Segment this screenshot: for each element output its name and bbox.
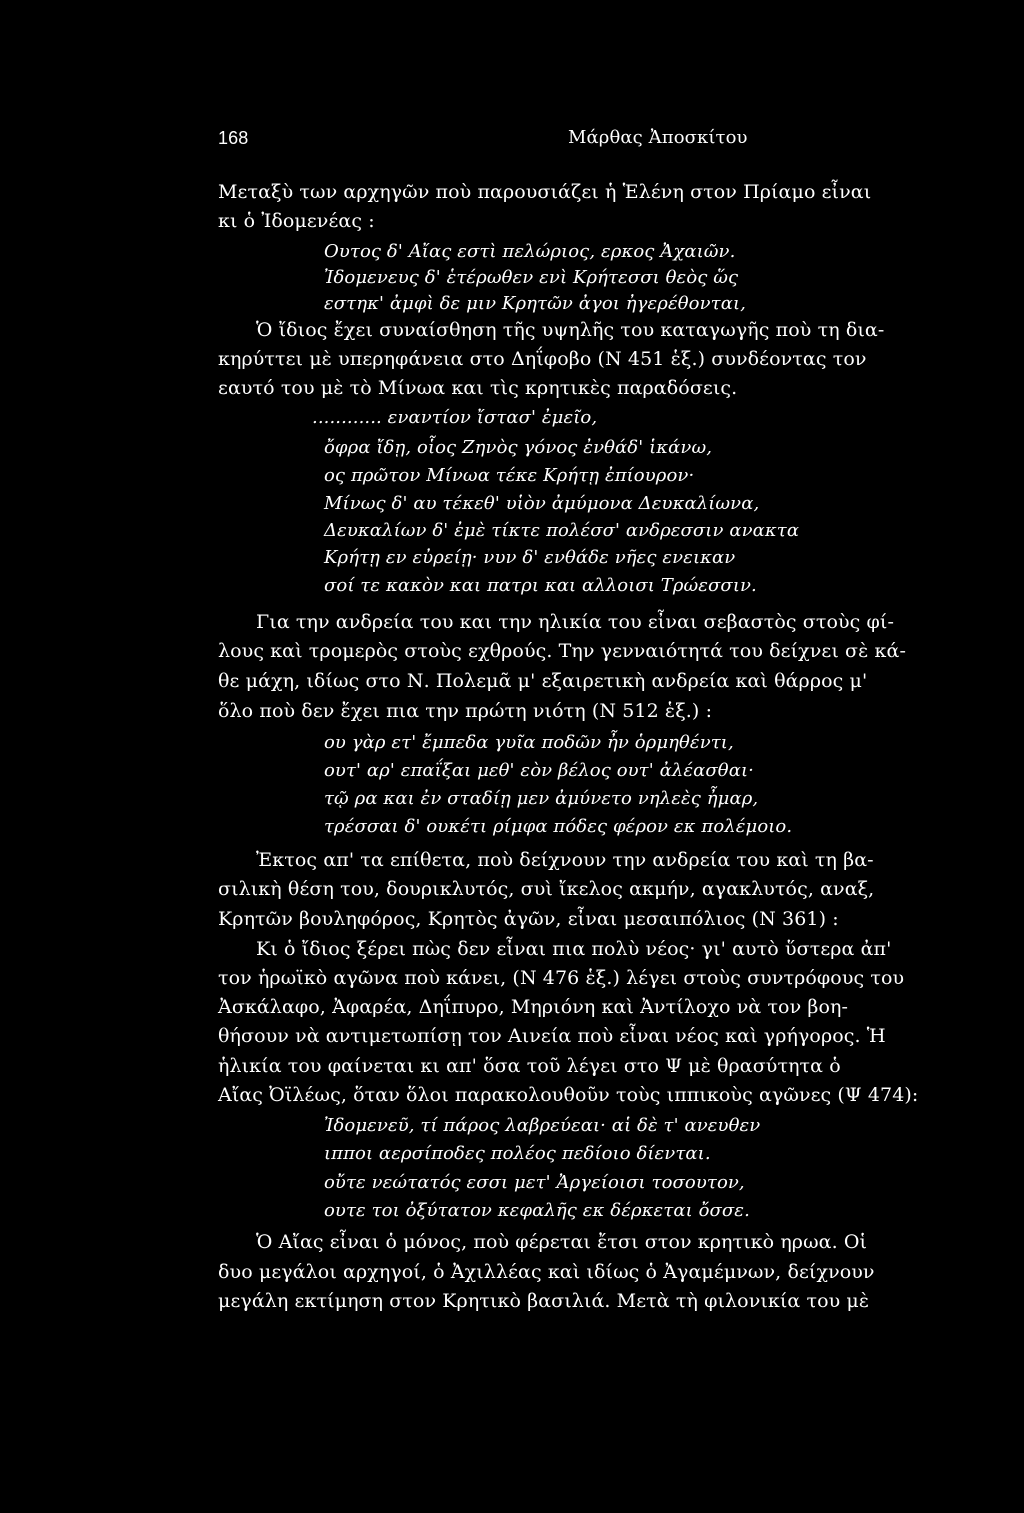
paragraph-line: Ἐκτος απ' τα επίθετα, ποὺ δείχνουν την ανδρεία του καὶ τη βα-	[256, 849, 874, 871]
paragraph-line: θε μάχη, ιδίως στο Ν. Πολεμᾶ μ' εξαιρετικὴ ανδρεία καὶ θάρρος μ'	[218, 670, 868, 692]
paragraph-line: εαυτό του μὲ τὸ Μίνωα και τὶς κρητικὲς παραδόσεις.	[218, 377, 738, 399]
verse-line: εστηκ' ἀμφὶ δε μιν Κρητῶν ἀγοι ἠγερέθονται,	[324, 293, 746, 314]
paragraph-line: κι ὁ Ἰδομενέας :	[218, 210, 375, 232]
paragraph-line: ἡλικία του φαίνεται κι απ' ὅσα τοῦ λέγει στο Ψ μὲ θρασύτητα ὁ	[218, 1055, 841, 1077]
verse-line: τρέσσαι δ' ουκέτι ρίμφα πόδες φέρον εκ πολέμοιο.	[324, 816, 793, 837]
paragraph-line: ὅλο ποὺ δεν ἔχει πια την πρώτη νιότη (Ν 512 ἑξ.) :	[218, 700, 713, 722]
verse-line: τῷ ρα και ἐν σταδίῃ μεν ἀμύνετο νηλεὲς ἦμαρ,	[324, 788, 759, 809]
page-number: 168	[218, 128, 249, 148]
verse-line: ου γὰρ ετ' ἔμπεδα γυῖα ποδῶν ἦν ὁρμηθέντι,	[324, 732, 734, 753]
verse-line: Μίνως δ' αυ τέκεθ' υἱὸν ἀμύμονα Δευκαλίωνα,	[324, 493, 760, 514]
paragraph-line: σιλικὴ θέση του, δουρικλυτός, συὶ ἴκελος ακμήν, αγακλυτός, αναξ,	[218, 878, 875, 900]
paragraph-line: Ἀσκάλαφο, Ἀφαρέα, Δηΐπυρο, Μηριόνη καὶ Ἀντίλοχο νὰ τον βοη-	[218, 996, 849, 1018]
paragraph-line: Μεταξὺ των αρχηγῶν ποὺ παρουσιάζει ἡ Ἑλένη στον Πρίαμο εἶναι	[218, 181, 872, 203]
paragraph-line: Κι ὁ ἴδιος ξέρει πὼς δεν εἶναι πια πολὺ νέος· γι' αυτὸ ὕστερα ἀπ'	[256, 938, 892, 960]
verse-line: Δευκαλίων δ' ἐμὲ τίκτε πολέσσ' ανδρεσσιν ανακτα	[324, 520, 800, 541]
verse-line: σοί τε κακὸν και πατρι και αλλοισι Τρώεσσιν.	[324, 575, 757, 596]
paragraph-line: Ὁ ἴδιος ἔχει συναίσθηση τῆς υψηλῆς του καταγωγῆς ποὺ τη δια-	[256, 319, 885, 341]
paragraph-line: Ὁ Αἴας εἶναι ὁ μόνος, ποὺ φέρεται ἔτσι στον κρητικὸ ηρωα. Οἱ	[256, 1231, 868, 1253]
paragraph-line: τον ἡρωϊκὸ αγῶνα ποὺ κάνει, (Ν 476 ἑξ.) λέγει στοὺς συντρόφους του	[218, 967, 905, 989]
verse-line: ος πρῶτον Μίνωα τέκε Κρήτῃ ἐπίουρον·	[324, 465, 695, 486]
verse-line: ουτ' αρ' επαΐξαι μεθ' εὸν βέλος ουτ' ἀλέασθαι·	[324, 760, 754, 781]
paragraph-line: δυο μεγάλοι αρχηγοί, ὁ Ἀχιλλέας καὶ ιδίως ὁ Ἀγαμέμνων, δείχνουν	[218, 1261, 875, 1283]
verse-line: Κρήτῃ εν εὐρείῃ· νυν δ' ενθάδε νῆες ενεικαν	[324, 547, 736, 568]
paragraph-line: λους καὶ τρομερὸς στοὺς εχθρούς. Την γενναιότητά του δείχνει σὲ κά-	[218, 640, 906, 662]
verse-line: Ουτος δ' Αἴας εστὶ πελώριος, ερκος Ἀχαιῶν.	[324, 241, 736, 262]
verse-line: ιπποι αερσίποδες πολέος πεδίοιο δίενται.	[324, 1143, 711, 1164]
verse-line: ............ εναντίον ἴστασ' ἐμεῖο,	[312, 407, 598, 428]
verse-line: οὔτε νεώτατός εσσι μετ' Ἀργείοισι τοσουτον,	[324, 1172, 745, 1193]
paragraph-line: Κρητῶν βουληφόρος, Κρητὸς ἀγῶν, εἶναι μεσαιπόλιος (Ν 361) :	[218, 908, 839, 930]
paragraph-line: Αἴας Ὀϊλέως, ὅταν ὅλοι παρακολουθοῦν τοὺς ιππικοὺς αγῶνες (Ψ 474):	[218, 1084, 919, 1106]
verse-line: ὄφρα ἴδῃ, οἷος Ζηνὸς γόνος ἐνθάδ' ἱκάνω,	[324, 437, 713, 458]
paragraph-line: κηρύττει μὲ υπερηφάνεια στο Δηΐφοβο (Ν 451 ἑξ.) συνδέοντας τον	[218, 348, 867, 370]
running-title: Μάρθας Ἀποσκίτου	[568, 127, 748, 148]
verse-line: ουτε τοι ὀξύτατον κεφαλῆς εκ δέρκεται ὄσσε.	[324, 1200, 750, 1221]
paragraph-line: Για την ανδρεία του και την ηλικία του εἶναι σεβαστὸς στοὺς φί-	[256, 611, 894, 633]
paragraph-line: θήσουν νὰ αντιμετωπίσῃ τον Αινεία ποὺ εἶναι νέος καὶ γρήγορος. Ἡ	[218, 1025, 886, 1047]
verse-line: Ἰδομενευς δ' ἑτέρωθεν ενὶ Κρήτεσσι θεὸς ὥς	[324, 267, 739, 288]
verse-line: Ἰδομενεῦ, τί πάρος λαβρεύεαι· αἱ δὲ τ' ανευθεν	[324, 1115, 761, 1136]
paragraph-line: μεγάλη εκτίμηση στον Κρητικὸ βασιλιά. Μετὰ τὴ φιλονικία του μὲ	[218, 1290, 870, 1312]
